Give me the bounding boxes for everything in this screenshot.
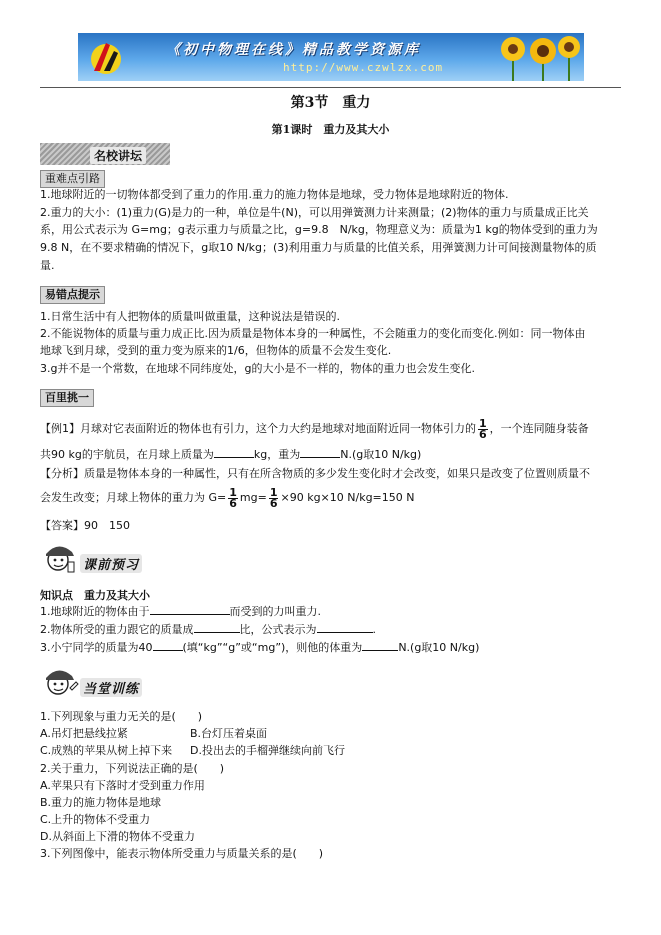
option-b: B.台灯压着桌面 xyxy=(190,727,268,740)
question-line: 3.下列图像中，能表示物体所受重力与质量关系的是( ) xyxy=(40,847,324,860)
question-text: 1.地球附近的物体由于 xyxy=(40,605,150,618)
analysis-text: ×90 kg×10 N/kg=150 N xyxy=(280,491,415,504)
question-line: 2.关于重力，下列说法正确的是( ) xyxy=(40,762,225,775)
mascot-label: 课前预习 xyxy=(80,554,142,573)
option-a: A.苹果只有下落时才受到重力作用 xyxy=(40,779,205,792)
answer-blank[interactable] xyxy=(317,632,373,633)
example-text: kg，重为 xyxy=(253,448,301,461)
option-b: B.重力的施力物体是地球 xyxy=(40,796,162,809)
question-text: 比，公式表示为 xyxy=(239,623,317,636)
answer-blank[interactable] xyxy=(362,650,398,651)
text-line: 2.不能说物体的质量与重力成正比.因为质量是物体本身的一种属性，不会随重力的变化而变化.例如：同一物体由 xyxy=(40,327,586,340)
section-band-famous-school xyxy=(40,143,170,165)
header-banner xyxy=(78,33,584,81)
banner-url: http://www.czwlzx.com xyxy=(283,61,444,74)
tag-key-points: 重难点引路 xyxy=(40,170,105,188)
tag-common-mistakes: 易错点提示 xyxy=(40,286,105,304)
text-line: 9.8 N，在不要求精确的情况下，g取10 N/kg；(3)利用重力与质量的比值关系，用弹簧测力计可间接测量物体的质 xyxy=(40,241,597,254)
text-line: 1.日常生活中有人把物体的质量叫做重量，这种说法是错误的. xyxy=(40,310,340,323)
text-line: 1.地球附近的一切物体都受到了重力的作用.重力的施力物体是地球，受力物体是地球附近的物体. xyxy=(40,188,509,201)
fraction-denominator: 6 xyxy=(479,427,487,441)
question-line xyxy=(40,604,321,620)
mascot-icon xyxy=(40,542,80,576)
example-text: N.(g取10 N/kg) xyxy=(340,448,422,461)
fraction-denominator: 6 xyxy=(269,496,278,510)
option-c: C.成熟的苹果从树上掉下来 xyxy=(40,744,173,757)
answer-blank[interactable] xyxy=(150,614,230,615)
option-d: D.投出去的手榴弹继续向前飞行 xyxy=(190,744,345,757)
question-text: 2.物体所受的重力跟它的质量成 xyxy=(40,623,194,636)
mascot-practice xyxy=(40,666,150,700)
example-text: 【例1】月球对它表面附近的物体也有引力，这个力大约是地球对地面附近同一物体引力的 xyxy=(40,422,476,435)
answer-blank[interactable] xyxy=(194,632,240,633)
sunflower-icon xyxy=(498,33,528,81)
question-line xyxy=(40,640,479,656)
question-text: 3.小宁同学的质量为40 xyxy=(40,641,153,654)
text-line: 2.重力的大小：(1)重力(G)是力的一种，单位是牛(N)，可以用弹簧测力计来测量；(2)物体的重力与质量成正比关 xyxy=(40,206,589,219)
fraction-numerator: 1 xyxy=(479,416,487,430)
fraction-numerator: 1 xyxy=(269,485,278,499)
banner-title: 《初中物理在线》精品教学资源库 xyxy=(166,42,421,58)
page-subtitle: 第1课时 重力及其大小 xyxy=(271,123,390,136)
text-line: 地球飞到月球，受到的重力变为原来的1/6，但物体的质量不会发生变化. xyxy=(40,344,392,357)
option-a: A.吊灯把悬线拉紧 xyxy=(40,727,128,740)
question-line: 1.下列现象与重力无关的是( ) xyxy=(40,710,203,723)
answer-blank[interactable] xyxy=(300,457,340,458)
example-line xyxy=(40,447,421,463)
knowledge-heading: 知识点 重力及其大小 xyxy=(40,589,150,602)
example-text: 共90 kg的宇航员，在月球上质量为 xyxy=(40,448,214,461)
sunflower-icon xyxy=(554,33,584,81)
text-line: 系，用公式表示为 G=mg；g表示重力与质量之比，g=9.8 N/kg，物理意义为：质量为1 kg的物体受到的重力为 xyxy=(40,223,598,236)
logo-icon xyxy=(86,37,126,77)
text-line: 3.g并不是一个常数，在地球不同纬度处，g的大小是不一样的，物体的重力也会发生变化. xyxy=(40,362,475,375)
analysis-line: 【分析】质量是物体本身的一种属性，只有在所含物质的多少发生变化时才会改变，如果只是改变了位置则质量不 xyxy=(40,467,590,480)
fraction xyxy=(269,485,279,510)
mascot-preview xyxy=(40,542,150,576)
fraction xyxy=(478,416,488,441)
fraction-denominator: 6 xyxy=(229,496,237,510)
answer-blank[interactable] xyxy=(153,650,183,651)
analysis-line xyxy=(40,486,414,510)
mascot-label: 当堂训练 xyxy=(80,678,142,697)
header-rule xyxy=(40,87,621,88)
question-line xyxy=(40,622,376,638)
page-title: 第3节 重力 xyxy=(290,95,371,111)
tag-selected-example: 百里挑一 xyxy=(40,389,94,407)
question-text: 而受到的力叫重力. xyxy=(229,605,321,618)
mascot-icon xyxy=(40,666,80,700)
example-text: ，一个连同随身装备 xyxy=(489,422,589,435)
analysis-text: mg= xyxy=(239,491,267,504)
answer-blank[interactable] xyxy=(214,457,254,458)
fraction xyxy=(228,485,238,510)
example-line xyxy=(40,418,589,440)
option-d: D.从斜面上下滑的物体不受重力 xyxy=(40,830,195,843)
question-text: (填“kg”“g”或“mg”)，则他的体重为 xyxy=(182,641,363,654)
fraction-numerator: 1 xyxy=(229,485,237,499)
text-line: 量. xyxy=(40,259,55,272)
analysis-text: 会发生改变；月球上物体的重力为 G= xyxy=(40,491,227,504)
answer-line: 【答案】90 150 xyxy=(40,519,130,532)
section-band-label: 名校讲坛 xyxy=(90,147,146,164)
option-c: C.上升的物体不受重力 xyxy=(40,813,151,826)
question-text: . xyxy=(372,623,376,636)
question-text: N.(g取10 N/kg) xyxy=(398,641,480,654)
